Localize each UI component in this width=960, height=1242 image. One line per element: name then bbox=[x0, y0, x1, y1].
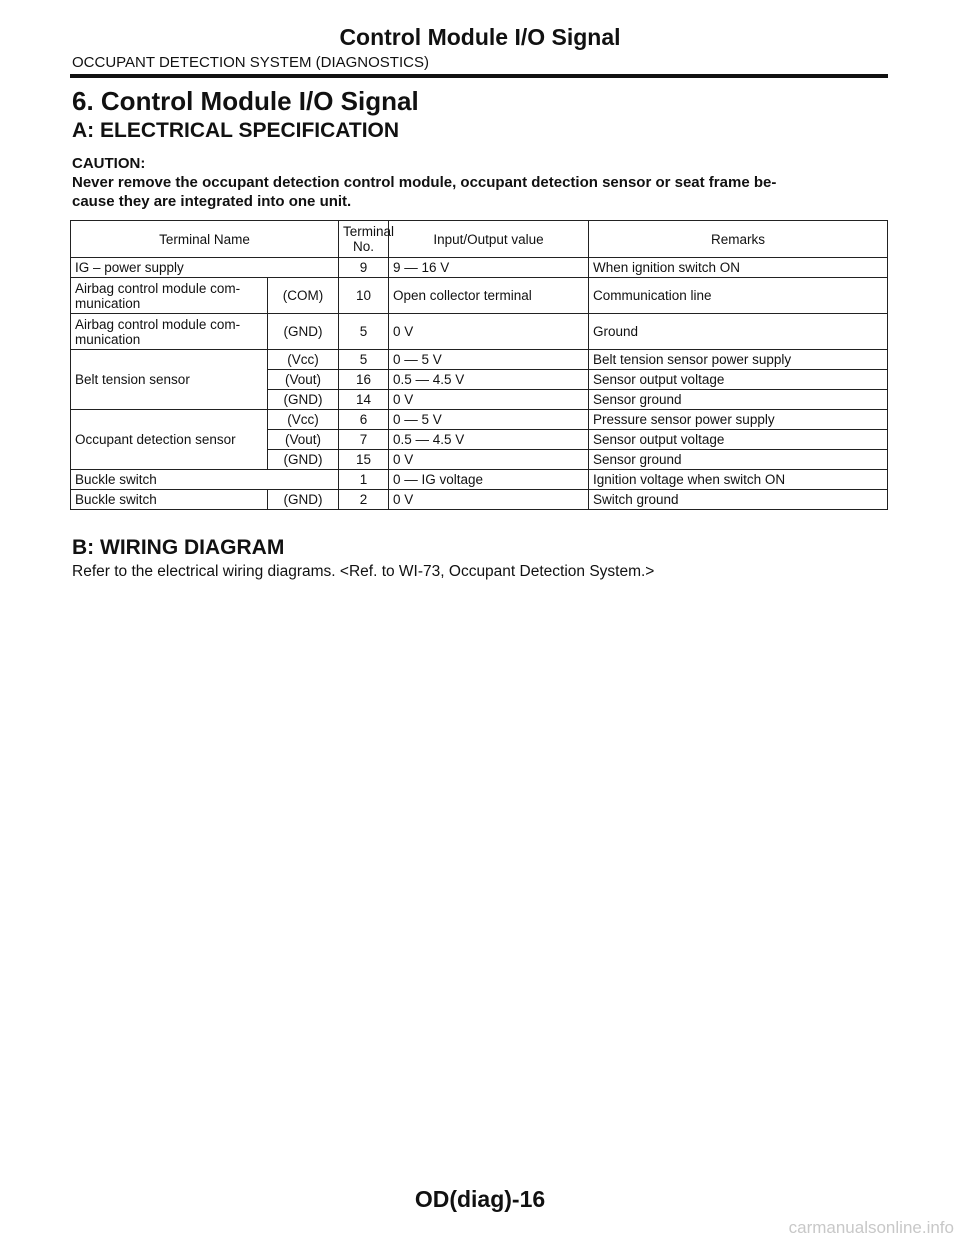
wiring-diagram-reference: Refer to the electrical wiring diagrams. <Ref. to WI-73, Occupant Detection System.> bbox=[72, 563, 655, 580]
terminal-no-cell: 16 bbox=[339, 370, 389, 390]
table-row bbox=[71, 258, 888, 278]
watermark: carmanualsonline.info bbox=[788, 1218, 954, 1237]
io-value-cell: 0 V bbox=[389, 490, 589, 510]
terminal-pin-cell: (Vcc) bbox=[268, 350, 339, 370]
table-row bbox=[71, 350, 888, 370]
caution-text-line-2: cause they are integrated into one unit. bbox=[72, 193, 352, 210]
remarks-cell: Ground bbox=[589, 314, 888, 350]
page-header-title: Control Module I/O Signal bbox=[339, 24, 621, 50]
remarks-cell: Sensor ground bbox=[589, 390, 888, 410]
terminal-no-cell: 10 bbox=[339, 278, 389, 314]
io-value-cell: 0.5 — 4.5 V bbox=[389, 370, 589, 390]
table-row bbox=[71, 314, 888, 350]
main-heading: 6. Control Module I/O Signal bbox=[72, 86, 419, 116]
terminal-name-cell: Buckle switch bbox=[71, 490, 268, 510]
terminal-no-cell: 14 bbox=[339, 390, 389, 410]
terminal-pin-cell: (GND) bbox=[268, 450, 339, 470]
header-terminal-name: Terminal Name bbox=[71, 221, 339, 258]
remarks-cell: Belt tension sensor power supply bbox=[589, 350, 888, 370]
terminal-pin-cell: (GND) bbox=[268, 390, 339, 410]
io-value-cell: 0.5 — 4.5 V bbox=[389, 430, 589, 450]
remarks-cell: Sensor ground bbox=[589, 450, 888, 470]
io-value-cell: 0 V bbox=[389, 314, 589, 350]
terminal-pin-cell: (GND) bbox=[268, 314, 339, 350]
header-remarks: Remarks bbox=[589, 221, 888, 258]
table-row bbox=[71, 490, 888, 510]
terminal-name-cell: Buckle switch bbox=[71, 470, 339, 490]
io-value-cell: 0 — 5 V bbox=[389, 410, 589, 430]
terminal-pin-cell: (Vcc) bbox=[268, 410, 339, 430]
page-number: OD(diag)-16 bbox=[414, 1186, 546, 1212]
io-value-cell: 0 — IG voltage bbox=[389, 470, 589, 490]
terminal-no-cell: 2 bbox=[339, 490, 389, 510]
table-row bbox=[71, 470, 888, 490]
terminal-pin-cell: (COM) bbox=[268, 278, 339, 314]
terminal-no-cell: 9 bbox=[339, 258, 389, 278]
terminal-name-cell: Airbag control module com-munication bbox=[71, 278, 268, 314]
io-value-cell: 9 — 16 V bbox=[389, 258, 589, 278]
terminal-no-cell: 15 bbox=[339, 450, 389, 470]
terminal-no-cell: 7 bbox=[339, 430, 389, 450]
io-value-cell: 0 V bbox=[389, 390, 589, 410]
terminal-name-cell: Belt tension sensor bbox=[71, 350, 268, 410]
io-value-cell: 0 — 5 V bbox=[389, 350, 589, 370]
io-value-cell: 0 V bbox=[389, 450, 589, 470]
remarks-cell: Switch ground bbox=[589, 490, 888, 510]
terminal-no-cell: 5 bbox=[339, 350, 389, 370]
subheading-electrical-specification: A: ELECTRICAL SPECIFICATION bbox=[72, 119, 400, 142]
terminal-name-cell: IG – power supply bbox=[71, 258, 339, 278]
terminal-pin-cell: (GND) bbox=[268, 490, 339, 510]
table-row bbox=[71, 410, 888, 430]
terminal-name-cell: Occupant detection sensor bbox=[71, 410, 268, 470]
terminal-pin-cell: (Vout) bbox=[268, 430, 339, 450]
section-title: OCCUPANT DETECTION SYSTEM (DIAGNOSTICS) bbox=[72, 54, 429, 71]
caution-text-line-1: Never remove the occupant detection control module, occupant detection sensor or seat frame be- bbox=[72, 174, 777, 191]
caution-note bbox=[72, 154, 890, 211]
remarks-cell: Ignition voltage when switch ON bbox=[589, 470, 888, 490]
subheading-wiring-diagram: B: WIRING DIAGRAM bbox=[72, 536, 285, 559]
remarks-cell: When ignition switch ON bbox=[589, 258, 888, 278]
terminal-no-cell: 6 bbox=[339, 410, 389, 430]
terminal-pin-cell: (Vout) bbox=[268, 370, 339, 390]
remarks-cell: Sensor output voltage bbox=[589, 430, 888, 450]
io-value-cell: Open collector terminal bbox=[389, 278, 589, 314]
table-header-row bbox=[71, 221, 888, 258]
table-row bbox=[71, 278, 888, 314]
header-divider bbox=[70, 74, 888, 78]
header-io-value: Input/Output value bbox=[389, 221, 589, 258]
terminal-no-cell: 5 bbox=[339, 314, 389, 350]
terminal-no-cell: 1 bbox=[339, 470, 389, 490]
remarks-cell: Pressure sensor power supply bbox=[589, 410, 888, 430]
electrical-specification-table bbox=[70, 220, 888, 510]
remarks-cell: Communication line bbox=[589, 278, 888, 314]
remarks-cell: Sensor output voltage bbox=[589, 370, 888, 390]
caution-label: CAUTION: bbox=[72, 155, 146, 172]
header-terminal-no: Terminal No. bbox=[339, 221, 389, 258]
terminal-name-cell: Airbag control module com-munication bbox=[71, 314, 268, 350]
